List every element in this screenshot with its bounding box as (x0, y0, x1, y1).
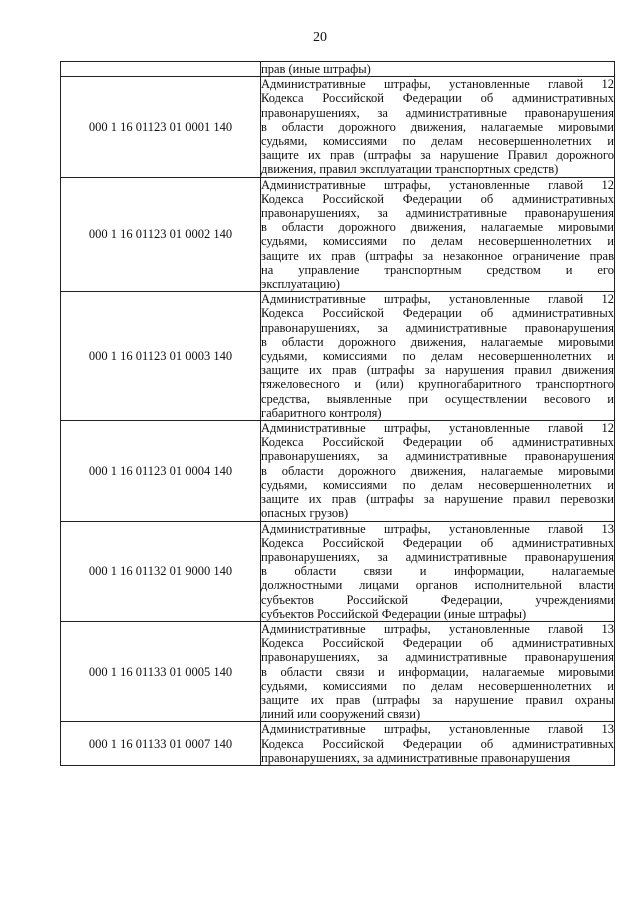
description-line: Административные штрафы, установленные главой 12 (261, 421, 614, 436)
description-line: линий или сооружений связи) (261, 707, 421, 722)
description-line: средства, выявленные при осуществлении весового и (261, 391, 614, 406)
description-line: защите их прав (штрафы за нарушение Правил дорожного (261, 148, 614, 163)
description-line: Административные штрафы, установленные главой 12 (261, 292, 614, 307)
description-line: судьями, комиссиями по делам несовершеннолетних и (261, 234, 614, 249)
description-line: Административные штрафы, установленные главой 13 (261, 621, 614, 636)
description-line: в области связи и информации, налагаемые мировыми (261, 664, 614, 679)
description-line: защите их прав (штрафы за незаконное ограничение прав (261, 248, 614, 263)
description-line: Административные штрафы, установленные главой 12 (261, 77, 614, 92)
description-line: защите их прав (штрафы за нарушение правил охраны (261, 692, 614, 707)
description-line: тяжеловесного и (или) крупногабаритного транспортного (261, 377, 614, 392)
description-line: Административные штрафы, установленные главой 13 (261, 722, 614, 737)
description-line: в области связи и информации, налагаемые (261, 564, 614, 579)
page-number: 20 (313, 30, 327, 45)
description-line: судьями, комиссиями по делам несовершеннолетних и (261, 477, 614, 492)
table-row (61, 621, 615, 721)
description-cell (261, 292, 615, 421)
description-line: судьями, комиссиями по делам несовершеннолетних и (261, 134, 614, 149)
description-line: Административные штрафы, установленные главой 13 (261, 521, 614, 536)
budget-code-cell: 000 1 16 01123 01 0001 140 (61, 77, 261, 177)
description-cell (261, 621, 615, 721)
description-cell (261, 421, 615, 521)
budget-code-cell: 000 1 16 01123 01 0004 140 (61, 421, 261, 521)
table-row (61, 521, 615, 621)
description-line: в области дорожного движения, налагаемые мировыми (261, 334, 614, 349)
description-line: опасных грузов) (261, 506, 349, 521)
description-line: в области дорожного движения, налагаемые мировыми (261, 463, 614, 478)
budget-code-cell (61, 62, 261, 77)
description-cell (261, 177, 615, 292)
description-line: правонарушениях, за административные правонарушения (261, 206, 614, 221)
description-line: на управление транспортным средством и его (261, 262, 614, 277)
budget-codes-table (60, 61, 615, 766)
budget-code-cell: 000 1 16 01132 01 9000 140 (61, 521, 261, 621)
description-cell (261, 521, 615, 621)
budget-code-cell: 000 1 16 01123 01 0002 140 (61, 177, 261, 292)
description-line: Кодекса Российской Федерации об административных (261, 435, 614, 450)
description-cell (261, 722, 615, 766)
table-row (61, 722, 615, 766)
description-line: судьями, комиссиями по делам несовершеннолетних и (261, 349, 614, 364)
description-line: Кодекса Российской Федерации об административных (261, 191, 614, 206)
description-line: Кодекса Российской Федерации об административных (261, 91, 614, 106)
description-line: субъектов Российской Федерации, учреждениями (261, 592, 614, 607)
table-body (61, 62, 615, 766)
table-row (61, 421, 615, 521)
description-line: правонарушениях, за административные правонарушения (261, 105, 614, 120)
budget-code-cell: 000 1 16 01123 01 0003 140 (61, 292, 261, 421)
description-line: Кодекса Российской Федерации об административных (261, 535, 614, 550)
description-line: судьями, комиссиями по делам несовершеннолетних и (261, 678, 614, 693)
description-line: в области дорожного движения, налагаемые мировыми (261, 119, 614, 134)
description-cell (261, 77, 615, 177)
description-line: правонарушениях, за административные правонарушения (261, 650, 614, 665)
table-row (61, 77, 615, 177)
budget-code-cell: 000 1 16 01133 01 0005 140 (61, 621, 261, 721)
description-line: правонарушениях, за административные правонарушения (261, 449, 614, 464)
budget-code-cell: 000 1 16 01133 01 0007 140 (61, 722, 261, 766)
description-line: правонарушениях, за административные правонарушения (261, 549, 614, 564)
description-line: правонарушениях, за административные правонарушения (261, 750, 571, 765)
description-line: правонарушениях, за административные правонарушения (261, 320, 614, 335)
description-cell (261, 62, 615, 77)
table-row (61, 177, 615, 292)
description-line: эксплуатацию) (261, 277, 340, 292)
description-line: движения, правил эксплуатации транспортных средств) (261, 162, 559, 177)
table-row (61, 62, 615, 77)
description-line: прав (иные штрафы) (261, 62, 371, 76)
description-line: субъектов Российской Федерации (иные штрафы) (261, 606, 527, 621)
description-line: габаритного контроля) (261, 405, 382, 420)
description-line: Кодекса Российской Федерации об административных (261, 306, 614, 321)
description-line: Кодекса Российской Федерации об административных (261, 736, 614, 751)
description-line: защите их прав (штрафы за нарушения правил движения (261, 363, 614, 378)
description-line: в области дорожного движения, налагаемые мировыми (261, 220, 614, 235)
description-line: Административные штрафы, установленные главой 12 (261, 177, 614, 192)
description-line: Кодекса Российской Федерации об административных (261, 636, 614, 651)
table-row (61, 292, 615, 421)
description-line: должностными лицами органов исполнительной власти (261, 578, 614, 593)
description-line: защите их прав (штрафы за нарушение правил перевозки (261, 492, 614, 507)
